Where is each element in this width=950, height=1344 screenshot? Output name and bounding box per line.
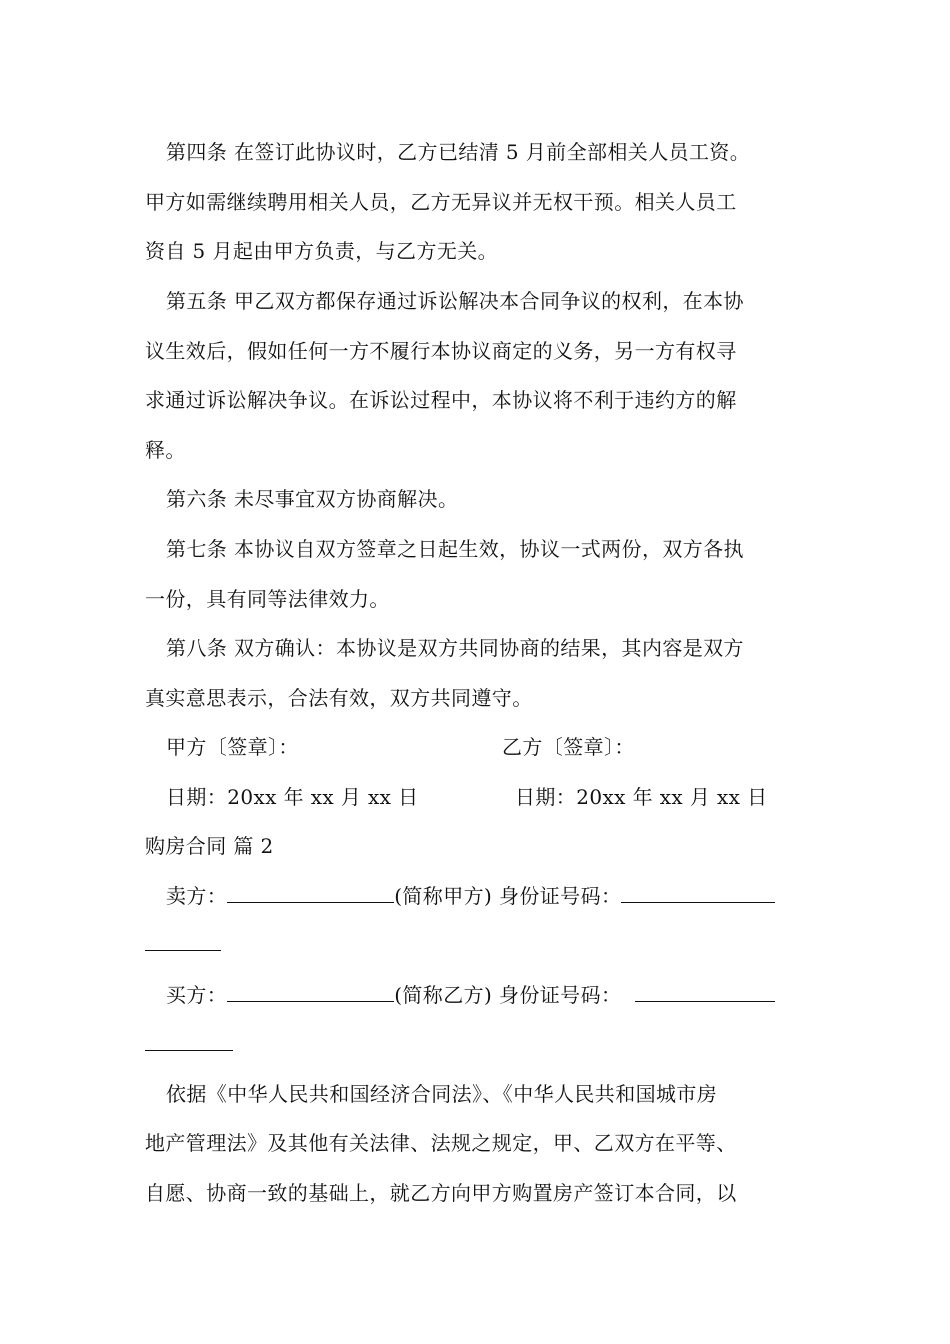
article-8-line-2: 真实意思表示，合法有效，双方共同遵守。	[145, 686, 533, 710]
buyer-id-blank[interactable]	[635, 983, 775, 1002]
seller-id-blank-tail[interactable]	[145, 932, 221, 951]
article-5-line-1: 第五条 甲乙双方都保存通过诉讼解决本合同争议的权利，在本协	[166, 289, 744, 313]
closing-line-3: 自愿、协商一致的基础上，就乙方向甲方购置房产签订本合同，以	[145, 1181, 737, 1205]
article-7-line-1: 第七条 本协议自双方签章之日起生效，协议一式两份，双方各执	[166, 537, 744, 561]
article-5-line-2: 议生效后，假如任何一方不履行本协议商定的义务，另一方有权寻	[145, 339, 737, 363]
article-4-line-3: 资自 5 月起由甲方负责，与乙方无关。	[145, 239, 499, 263]
seller-id-blank[interactable]	[621, 884, 775, 903]
buyer-label: 买方：	[166, 983, 228, 1007]
seller-label: 卖方：	[166, 884, 228, 908]
section-title: 购房合同 篇 2	[145, 834, 274, 858]
article-7-line-2: 一份，具有同等法律效力。	[145, 587, 390, 611]
party-a-signature-label: 甲方〔签章〕：	[166, 735, 299, 759]
seller-role: (简称甲方) 身份证号码：	[394, 884, 622, 908]
seller-line	[166, 884, 775, 908]
party-b-signature-label: 乙方〔签章〕：	[502, 735, 635, 759]
seller-id-blank-continued	[145, 932, 221, 956]
buyer-role: (简称乙方) 身份证号码：	[394, 983, 622, 1007]
article-6-line: 第六条 未尽事宜双方协商解决。	[166, 487, 459, 511]
closing-line-2: 地产管理法》及其他有关法律、法规之规定，甲、乙双方在平等、	[145, 1131, 737, 1155]
article-5-line-4: 释。	[145, 438, 186, 462]
article-8-line-1: 第八条 双方确认：本协议是双方共同协商的结果，其内容是双方	[166, 636, 744, 660]
buyer-name-blank[interactable]	[227, 983, 394, 1002]
buyer-line	[166, 983, 775, 1007]
article-4-line-2: 甲方如需继续聘用相关人员，乙方无异议并无权干预。相关人员工	[145, 190, 737, 214]
buyer-id-blank-tail[interactable]	[145, 1032, 233, 1051]
closing-line-1: 依据《中华人民共和国经济合同法》、《中华人民共和国城市房	[166, 1082, 718, 1106]
seller-name-blank[interactable]	[227, 884, 394, 903]
party-b-date: 日期：20xx 年 xx 月 xx 日	[515, 785, 768, 809]
article-5-line-3: 求通过诉讼解决争议。在诉讼过程中，本协议将不利于违约方的解	[145, 388, 737, 412]
article-4-line-1: 第四条 在签订此协议时，乙方已结清 5 月前全部相关人员工资。	[166, 140, 751, 164]
buyer-id-blank-continued	[145, 1032, 233, 1056]
party-a-date: 日期：20xx 年 xx 月 xx 日	[166, 785, 419, 809]
